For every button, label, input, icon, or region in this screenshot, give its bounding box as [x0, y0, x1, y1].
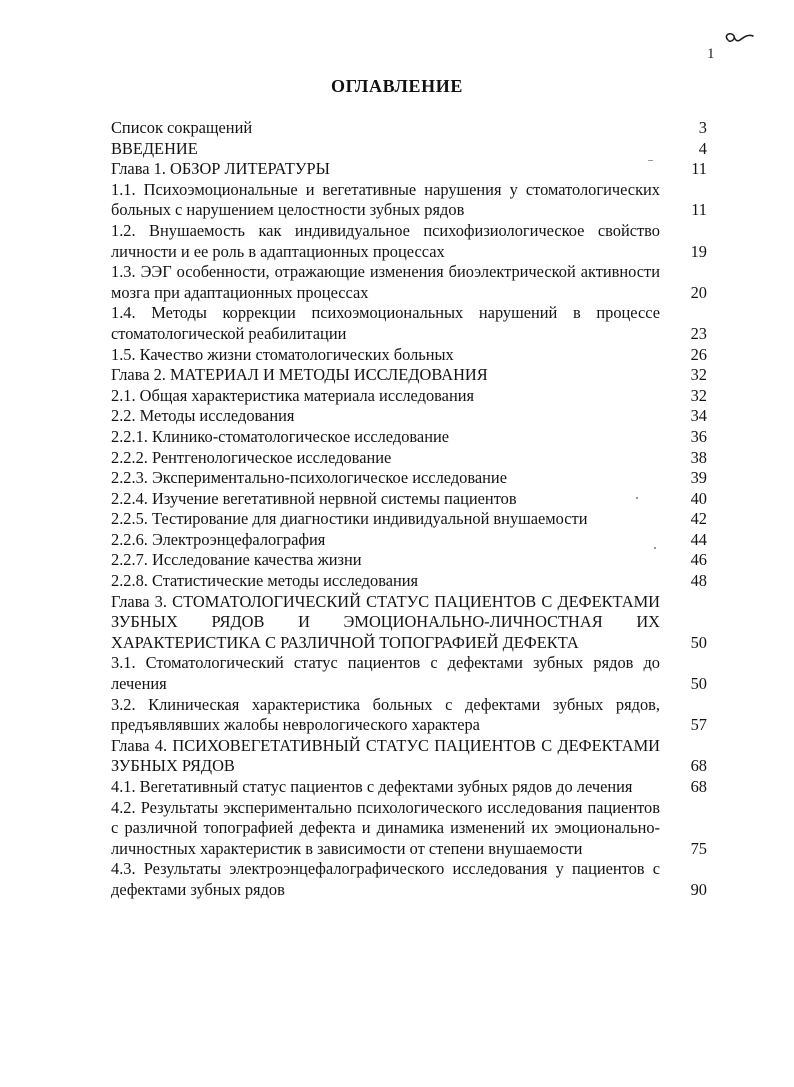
- toc-entry-text: 3.2. Клиническая характеристика больных с дефектами зубных рядов, предъявлявших жалобы неврологического характера: [111, 694, 660, 735]
- toc-entry-page: 40: [690, 488, 707, 508]
- toc-entry-page: 38: [690, 447, 707, 467]
- table-of-contents: [111, 118, 707, 901]
- toc-entry-page: 42: [690, 509, 707, 529]
- toc-entry-text: 1.4. Методы коррекции психоэмоциональных нарушений в процессе стоматологической реабилитации: [111, 303, 660, 343]
- toc-entry: [111, 180, 707, 221]
- toc-entry-text: 4.2. Результаты экспериментально психологического исследования пациентов с различной топографией дефекта и динамика изменений их эмоционально-личностных характеристик в зависимости от степени внушаемости: [111, 797, 660, 858]
- toc-entry-page: 39: [690, 468, 707, 488]
- toc-entry-text: 4.1. Вегетативный статус пациентов с дефектами зубных рядов до лечения: [111, 777, 633, 796]
- toc-entry-page: 44: [690, 529, 707, 549]
- toc-entry: [111, 118, 707, 139]
- toc-entry: [111, 139, 707, 160]
- toc-entry-page: 68: [690, 777, 707, 796]
- toc-entry-text: 2.2. Методы исследования: [111, 406, 295, 426]
- toc-entry-page: 50: [690, 632, 707, 652]
- toc-entry: [111, 509, 707, 530]
- toc-entry: [111, 468, 707, 489]
- toc-entry-text: Глава 1. ОБЗОР ЛИТЕРАТУРЫ: [111, 159, 330, 179]
- toc-entry: [111, 386, 707, 407]
- toc-entry-text: 2.2.5. Тестирование для диагностики индивидуальной внушаемости: [111, 509, 588, 529]
- toc-entry-page: 90: [690, 879, 707, 899]
- toc-entry: [111, 736, 707, 777]
- toc-entry: [111, 406, 707, 427]
- toc-entry-text: 1.5. Качество жизни стоматологических больных: [111, 344, 454, 364]
- page-number: 1: [707, 46, 715, 62]
- toc-entry: [111, 530, 707, 551]
- toc-entry-page: 26: [690, 344, 707, 364]
- toc-entry-page: 57: [690, 715, 707, 735]
- scan-speck: [636, 497, 638, 499]
- toc-entry-text: 3.1. Стоматологический статус пациентов с дефектами зубных рядов до лечения: [111, 653, 660, 694]
- toc-entry-page: 50: [690, 674, 707, 694]
- toc-entry-page: 4: [698, 138, 707, 158]
- toc-entry-text: Глава 2. МАТЕРИАЛ И МЕТОДЫ ИССЛЕДОВАНИЯ: [111, 365, 488, 385]
- toc-entry-page: 34: [690, 406, 707, 426]
- toc-entry-text: 2.2.4. Изучение вегетативной нервной системы пациентов: [111, 488, 517, 508]
- toc-entry-text: 2.2.3. Экспериментально-психологическое исследование: [111, 468, 507, 488]
- toc-entry: [111, 571, 707, 592]
- toc-entry-page: 68: [690, 756, 707, 776]
- toc-entry-text: 2.2.6. Электроэнцефалография: [111, 529, 326, 549]
- toc-entry: [111, 345, 707, 366]
- toc-entry: [111, 798, 707, 860]
- toc-entry-page: 11: [691, 159, 707, 179]
- toc-entry: [111, 489, 707, 510]
- toc-entry-text: 2.2.7. Исследование качества жизни: [111, 550, 362, 570]
- toc-entry-text: Глава 4. ПСИХОВЕГЕТАТИВНЫЙ СТАТУС ПАЦИЕНТОВ С ДЕФЕКТАМИ ЗУБНЫХ РЯДОВ: [111, 735, 660, 776]
- toc-entry-text: 2.2.2. Рентгенологическое исследование: [111, 447, 392, 467]
- toc-entry-page: 19: [690, 241, 707, 261]
- toc-entry-text: 2.1. Общая характеристика материала исследования: [111, 385, 475, 405]
- toc-entry: [111, 695, 707, 736]
- toc-entry-text: 1.2. Внушаемость как индивидуальное психофизиологическое свойство личности и ее роль в адаптационных процессах: [111, 220, 660, 261]
- toc-entry-page: 11: [691, 200, 707, 220]
- toc-entry-text: Список сокращений: [111, 118, 253, 137]
- toc-entry-text: 2.2.1. Клинико-стоматологическое исследование: [111, 426, 450, 446]
- toc-entry-text: ВВЕДЕНИЕ: [111, 138, 198, 158]
- toc-entry: [111, 448, 707, 469]
- toc-entry-page: 75: [690, 838, 707, 858]
- toc-entry-text: 4.3. Результаты электроэнцефалографического исследования у пациентов с дефектами зубных рядов: [111, 859, 660, 899]
- toc-entry-page: 46: [690, 550, 707, 570]
- toc-entry-page: 36: [690, 426, 707, 446]
- toc-entry: [111, 221, 707, 262]
- toc-entry-page: 3: [698, 118, 707, 137]
- toc-entry-text: 1.3. ЭЭГ особенности, отражающие изменения биоэлектрической активности мозга при адаптационных процессах: [111, 262, 660, 302]
- page-title: ОГЛАВЛЕНИЕ: [331, 76, 463, 96]
- scan-speck: [654, 547, 656, 549]
- scan-speck: [648, 160, 653, 161]
- toc-entry: [111, 859, 707, 900]
- toc-entry-page: 23: [690, 323, 707, 343]
- toc-entry: [111, 159, 707, 180]
- toc-entry-text: 1.1. Психоэмоциональные и вегетативные нарушения у стоматологических больных с нарушением целостности зубных рядов: [111, 179, 660, 220]
- toc-entry: [111, 365, 707, 386]
- toc-entry-text: 2.2.8. Статистические методы исследования: [111, 571, 419, 591]
- toc-entry-page: 32: [690, 365, 707, 385]
- toc-entry-text: Глава 3. СТОМАТОЛОГИЧЕСКИЙ СТАТУС ПАЦИЕНТОВ С ДЕФЕКТАМИ ЗУБНЫХ РЯДОВ И ЭМОЦИОНАЛЬНО-ЛИЧНОСТНАЯ ИХ ХАРАКТЕРИСТИКА С РАЗЛИЧНОЙ ТОПОГРАФИЕЙ ДЕФЕКТА: [111, 591, 660, 652]
- toc-entry: [111, 550, 707, 571]
- toc-entry: [111, 303, 707, 344]
- toc-entry-page: 48: [690, 571, 707, 591]
- handwritten-mark-icon: [719, 26, 755, 48]
- toc-entry: [111, 262, 707, 303]
- toc-entry-page: 32: [690, 385, 707, 405]
- toc-entry: [111, 653, 707, 694]
- toc-entry: [111, 592, 707, 654]
- toc-entry: [111, 777, 707, 798]
- toc-entry-page: 20: [690, 282, 707, 302]
- toc-entry: [111, 427, 707, 448]
